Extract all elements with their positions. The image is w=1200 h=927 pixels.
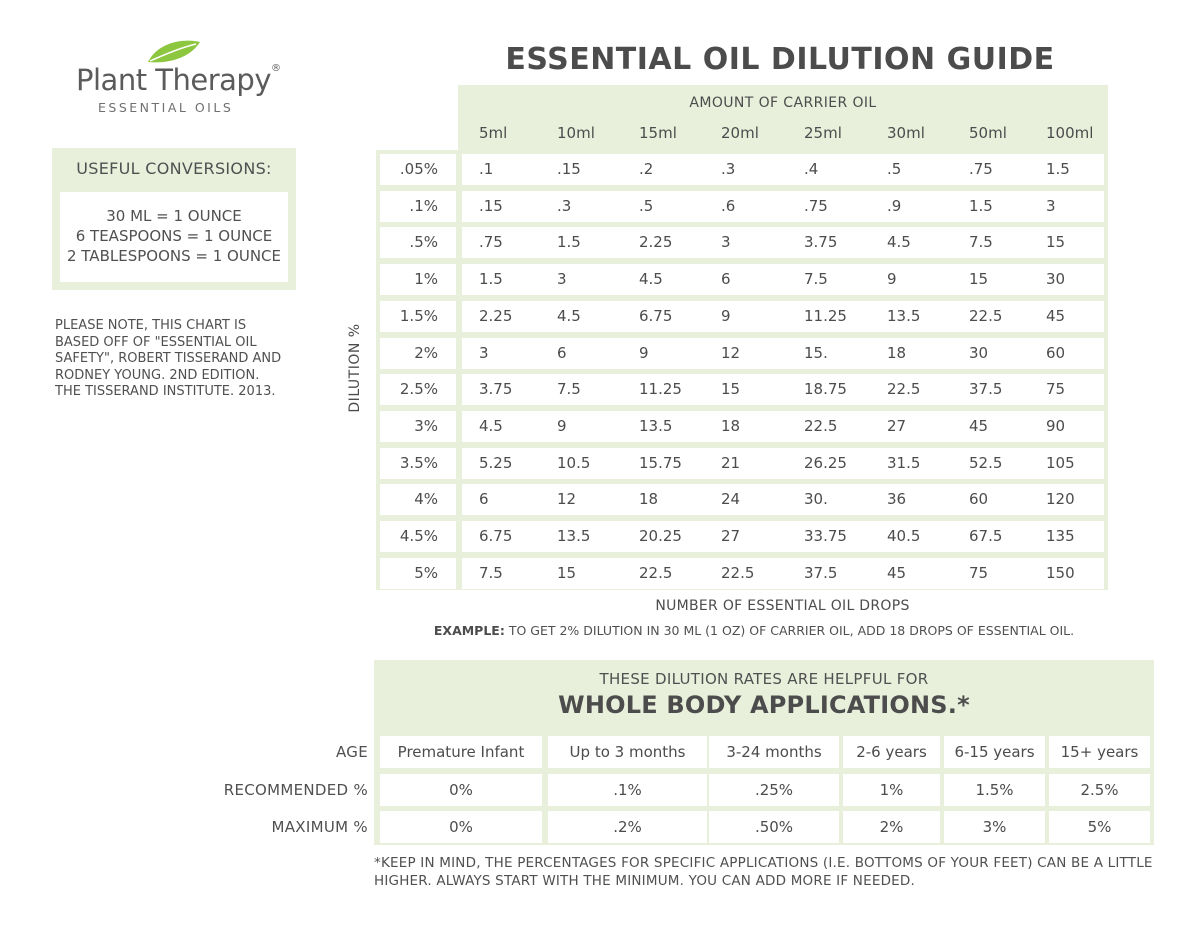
table-cell: 11.25 xyxy=(804,307,847,325)
table-cell: 30 xyxy=(969,344,989,362)
dilution-row-label xyxy=(380,227,456,258)
table-cell: 135 xyxy=(1046,527,1075,545)
table-cell: 18 xyxy=(721,417,741,435)
table-cell: .15 xyxy=(479,197,503,215)
conversion-line: 2 TABLESPOONS = 1 OUNCE xyxy=(67,247,281,265)
column-header: 5ml xyxy=(479,124,508,142)
dilution-row-label xyxy=(380,558,456,589)
table-cell: 15. xyxy=(804,344,828,362)
table-cell: 6 xyxy=(557,344,567,362)
table-cell: 7.5 xyxy=(969,233,993,251)
table-cell: 3 xyxy=(721,233,731,251)
recommended-cell: 2.5% xyxy=(1049,774,1150,806)
table-cell: .75 xyxy=(804,197,828,215)
age-cell: 3-24 months xyxy=(709,736,839,768)
table-cell: 1.5 xyxy=(969,197,993,215)
table-cell: 60 xyxy=(969,490,989,508)
table-cell: 6.75 xyxy=(479,527,513,545)
example-label: EXAMPLE: xyxy=(433,623,505,638)
dilution-percent: .1% xyxy=(409,197,438,215)
table-row xyxy=(462,301,1104,332)
brand-name: Plant Therapy® xyxy=(76,63,281,97)
table-cell: 12 xyxy=(721,344,741,362)
table-cell: 4.5 xyxy=(479,417,503,435)
footnote: *KEEP IN MIND, THE PERCENTAGES FOR SPECIFIC APPLICATIONS (I.E. BOTTOMS OF YOUR FEET) CAN BE A LITTLE HIGHER. ALWAYS START WITH THE MINIMUM. YOU CAN ADD MORE IF NEEDED. xyxy=(374,855,1153,889)
table-cell: .3 xyxy=(557,197,572,215)
table-cell: 36 xyxy=(887,490,907,508)
brand-tagline: ESSENTIAL OILS xyxy=(98,100,234,115)
table-cell: 30. xyxy=(804,490,828,508)
table-cell: 22.5 xyxy=(721,564,755,582)
table-row xyxy=(462,264,1104,295)
dilution-percent: .5% xyxy=(409,233,438,251)
table-cell: 20.25 xyxy=(639,527,682,545)
table-cell: .75 xyxy=(969,160,993,178)
table-row xyxy=(462,521,1104,552)
table-cell: 24 xyxy=(721,490,741,508)
table-cell: 9 xyxy=(639,344,649,362)
age-cell: 6-15 years xyxy=(944,736,1045,768)
age-cell: 15+ years xyxy=(1049,736,1150,768)
column-header: 10ml xyxy=(557,124,595,142)
table-cell: 3.75 xyxy=(804,233,838,251)
table-cell: 9 xyxy=(557,417,567,435)
age-cell: 2-6 years xyxy=(843,736,940,768)
dilution-percent: 4% xyxy=(414,490,438,508)
recommended-cell: .25% xyxy=(709,774,839,806)
table-row xyxy=(462,411,1104,442)
table-cell: 18.75 xyxy=(804,380,847,398)
age-label: AGE xyxy=(336,743,368,761)
table-cell: 45 xyxy=(1046,307,1066,325)
table-cell: 6 xyxy=(479,490,489,508)
table-row xyxy=(462,227,1104,258)
column-header: 25ml xyxy=(804,124,842,142)
table-cell: 1.5 xyxy=(1046,160,1070,178)
whole-body-heading: WHOLE BODY APPLICATIONS.* xyxy=(558,691,970,719)
table-cell: 3 xyxy=(1046,197,1056,215)
example-body: TO GET 2% DILUTION IN 30 ML (1 OZ) OF CARRIER OIL, ADD 18 DROPS OF ESSENTIAL OIL. xyxy=(504,623,1075,638)
table-cell: 10.5 xyxy=(557,454,591,472)
dilution-percent: 3.5% xyxy=(399,454,438,472)
maximum-cell: 3% xyxy=(944,811,1045,843)
table-row xyxy=(462,374,1104,405)
dilution-row-label xyxy=(380,301,456,332)
table-row xyxy=(462,338,1104,369)
table-cell: 60 xyxy=(1046,344,1066,362)
column-header: 50ml xyxy=(969,124,1007,142)
carrier-oil-header: AMOUNT OF CARRIER OIL xyxy=(689,95,877,111)
maximum-label: MAXIMUM % xyxy=(271,818,368,836)
dilution-percent: 1.5% xyxy=(399,307,438,325)
column-header: 20ml xyxy=(721,124,759,142)
age-cell: Premature Infant xyxy=(380,736,542,768)
dilution-row-label xyxy=(380,191,456,222)
table-cell: 31.5 xyxy=(887,454,921,472)
table-cell: 75 xyxy=(969,564,989,582)
table-cell: 26.25 xyxy=(804,454,847,472)
recommended-cell: 1% xyxy=(843,774,940,806)
conversions-box xyxy=(52,148,296,290)
table-cell: 21 xyxy=(721,454,741,472)
table-cell: 27 xyxy=(721,527,741,545)
table-cell: 2.25 xyxy=(639,233,673,251)
dilution-percent: 2.5% xyxy=(399,380,438,398)
table-cell: 3 xyxy=(479,344,489,362)
table-cell: 45 xyxy=(887,564,907,582)
table-cell: 15 xyxy=(969,270,989,288)
dilution-row-label xyxy=(380,374,456,405)
table-cell: 37.5 xyxy=(969,380,1003,398)
table-cell: 5.25 xyxy=(479,454,513,472)
maximum-cell: 2% xyxy=(843,811,940,843)
maximum-cell: 0% xyxy=(380,811,542,843)
table-cell: 2.25 xyxy=(479,307,513,325)
conversion-line: 6 TEASPOONS = 1 OUNCE xyxy=(75,227,273,245)
table-cell: 15 xyxy=(721,380,741,398)
table-cell: 45 xyxy=(969,417,989,435)
table-cell: 30 xyxy=(1046,270,1066,288)
table-cell: 9 xyxy=(887,270,897,288)
leaf-icon xyxy=(144,38,204,66)
dilution-row-label xyxy=(380,264,456,295)
whole-body-intro: THESE DILUTION RATES ARE HELPFUL FOR xyxy=(599,670,929,688)
table-cell: 1.5 xyxy=(479,270,503,288)
table-cell: .5 xyxy=(887,160,902,178)
recommended-cell: .1% xyxy=(548,774,707,806)
table-cell: 6.75 xyxy=(639,307,673,325)
table-cell: 6 xyxy=(721,270,731,288)
table-cell: 37.5 xyxy=(804,564,838,582)
dilution-row-label xyxy=(380,448,456,479)
table-cell: 15 xyxy=(557,564,577,582)
table-cell: 105 xyxy=(1046,454,1075,472)
maximum-cell: .50% xyxy=(709,811,839,843)
table-cell: 67.5 xyxy=(969,527,1003,545)
table-cell: 150 xyxy=(1046,564,1075,582)
maximum-cell: 5% xyxy=(1049,811,1150,843)
table-cell: 33.75 xyxy=(804,527,847,545)
table-row xyxy=(462,558,1104,589)
dilution-row-label xyxy=(380,484,456,515)
table-cell: 12 xyxy=(557,490,577,508)
dilution-percent: 5% xyxy=(414,564,438,582)
table-cell: .9 xyxy=(887,197,902,215)
dilution-axis-label xyxy=(338,323,368,413)
dilution-percent: .05% xyxy=(399,160,438,178)
column-header: 100ml xyxy=(1046,124,1094,142)
table-cell: 52.5 xyxy=(969,454,1003,472)
table-cell: 22.5 xyxy=(887,380,921,398)
table-cell: .3 xyxy=(721,160,736,178)
table-cell: .15 xyxy=(557,160,581,178)
recommended-label: RECOMMENDED % xyxy=(223,781,368,799)
dilution-percent: 4.5% xyxy=(399,527,438,545)
table-cell: .5 xyxy=(639,197,654,215)
table-cell: 7.5 xyxy=(479,564,503,582)
table-cell: 4.5 xyxy=(639,270,663,288)
column-header: 15ml xyxy=(639,124,677,142)
table-cell: 15 xyxy=(1046,233,1066,251)
dilution-row-label xyxy=(380,411,456,442)
conversions-body xyxy=(60,192,288,282)
table-cell: .2 xyxy=(639,160,654,178)
age-cell: Up to 3 months xyxy=(548,736,707,768)
dilution-row-label xyxy=(380,521,456,552)
table-cell: 4.5 xyxy=(557,307,581,325)
table-row xyxy=(462,154,1104,185)
table-row xyxy=(462,448,1104,479)
conversion-line: 30 ML = 1 OUNCE xyxy=(106,207,242,225)
table-cell: .6 xyxy=(721,197,736,215)
table-cell: 22.5 xyxy=(804,417,838,435)
table-cell: 90 xyxy=(1046,417,1066,435)
drops-label: NUMBER OF ESSENTIAL OIL DROPS xyxy=(655,598,910,614)
table-cell: 27 xyxy=(887,417,907,435)
recommended-cell: 1.5% xyxy=(944,774,1045,806)
page-title: ESSENTIAL OIL DILUTION GUIDE xyxy=(505,42,1055,77)
table-cell: 9 xyxy=(721,307,731,325)
conversions-title: USEFUL CONVERSIONS: xyxy=(76,159,272,178)
column-header: 30ml xyxy=(887,124,925,142)
table-cell: 11.25 xyxy=(639,380,682,398)
example-text xyxy=(330,623,1178,638)
maximum-cell: .2% xyxy=(548,811,707,843)
table-cell: 15.75 xyxy=(639,454,682,472)
dilution-axis-text: DILUTION % xyxy=(347,323,363,413)
table-cell: .75 xyxy=(479,233,503,251)
table-row xyxy=(462,191,1104,222)
dilution-percent: 2% xyxy=(414,344,438,362)
plant-therapy-logo xyxy=(62,38,282,118)
source-note: PLEASE NOTE, THIS CHART IS BASED OFF OF "ESSENTIAL OIL SAFETY", ROBERT TISSERAND AND RODNEY YOUNG. 2ND EDITION. THE TISSERAND INSTITUTE. 2013. xyxy=(55,318,282,399)
table-cell: 120 xyxy=(1046,490,1075,508)
table-cell: 22.5 xyxy=(639,564,673,582)
dilution-row-label xyxy=(380,338,456,369)
dilution-percent: 3% xyxy=(414,417,438,435)
table-cell: 75 xyxy=(1046,380,1066,398)
table-cell: 18 xyxy=(887,344,907,362)
table-cell: .1 xyxy=(479,160,494,178)
table-cell: 3.75 xyxy=(479,380,513,398)
table-cell: 13.5 xyxy=(639,417,673,435)
recommended-cell: 0% xyxy=(380,774,542,806)
table-cell: 1.5 xyxy=(557,233,581,251)
table-cell: 40.5 xyxy=(887,527,921,545)
dilution-percent: 1% xyxy=(414,270,438,288)
dilution-row-label xyxy=(380,154,456,185)
table-cell: 4.5 xyxy=(887,233,911,251)
table-row xyxy=(462,484,1104,515)
table-cell: 13.5 xyxy=(887,307,921,325)
table-cell: 7.5 xyxy=(557,380,581,398)
table-cell: 18 xyxy=(639,490,659,508)
table-cell: .4 xyxy=(804,160,819,178)
table-cell: 7.5 xyxy=(804,270,828,288)
table-cell: 13.5 xyxy=(557,527,591,545)
table-cell: 3 xyxy=(557,270,567,288)
table-cell: 22.5 xyxy=(969,307,1003,325)
